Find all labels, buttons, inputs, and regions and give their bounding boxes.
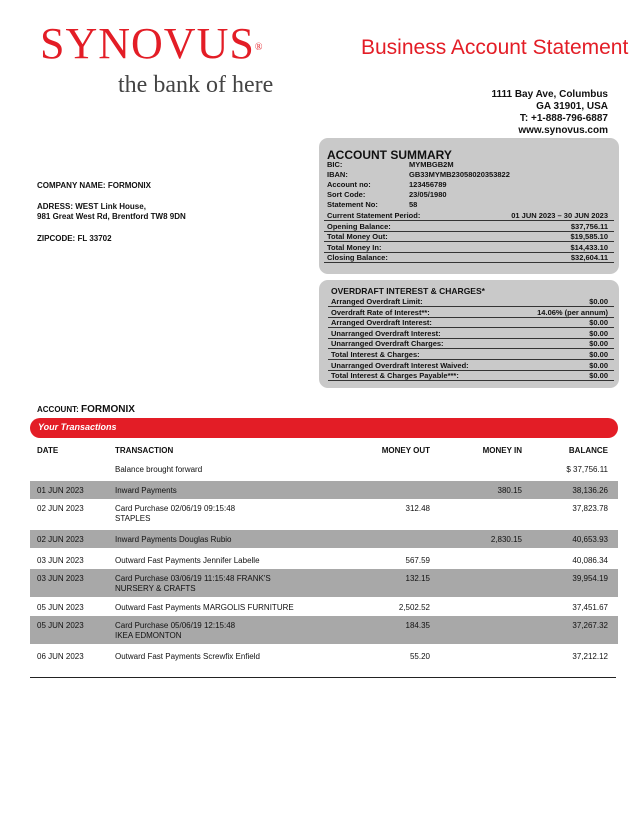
table-row: [30, 499, 618, 529]
row-description-line2: NURSERY & CRAFTS: [115, 584, 196, 593]
bank-logo: SYNOVUS®: [40, 19, 264, 68]
overdraft-value: $0.00: [589, 350, 608, 359]
bank-website: www.synovus.com: [518, 125, 608, 136]
company-name: COMPANY NAME: FORMONIX: [37, 181, 151, 190]
row-description-line1: Balance brought forward: [115, 465, 203, 474]
summary-total-value: $37,756.11: [570, 221, 608, 231]
row-description-line1: Outward Fast Payments MARGOLIS FURNITURE: [115, 603, 294, 612]
summary-detail-value: 123456789: [409, 180, 447, 189]
account-summary-title: ACCOUNT SUMMARY: [327, 148, 452, 162]
summary-total-value: $14,433.10: [570, 242, 608, 252]
table-row: [30, 481, 618, 499]
row-description: [115, 556, 375, 566]
row-balance: 39,954.19: [572, 574, 608, 583]
summary-detail-label: Statement No:: [327, 200, 378, 209]
row-description-line1: Inward Payments Douglas Rubio: [115, 535, 232, 544]
row-balance: 37,451.67: [572, 603, 608, 612]
header-money-out: MONEY OUT: [381, 446, 430, 455]
row-description: [115, 504, 375, 524]
summary-total-value: $19,585.10: [570, 232, 608, 242]
bank-tagline: the bank of here: [118, 72, 274, 98]
row-money-out: 567.59: [405, 556, 430, 565]
row-money-out: 55.20: [409, 652, 430, 661]
summary-total-label: Total Money In:: [327, 242, 382, 252]
row-balance: 40,653.93: [572, 535, 608, 544]
row-date: 03 JUN 2023: [37, 556, 84, 565]
row-description-line1: Card Purchase 05/06/19 12:15:48: [115, 621, 236, 630]
table-row: [30, 551, 618, 569]
row-description-line1: Card Purchase 03/06/19 11:15:48 FRANK'S: [115, 574, 271, 583]
company-address: ADRESS: WEST Link House, 981 Great West Rd, Brentford TW8 9DN: [37, 202, 186, 221]
overdraft-label: Arranged Overdraft Interest:: [331, 318, 432, 328]
header-money-in: MONEY IN: [482, 446, 522, 455]
row-description: [115, 486, 375, 496]
company-zipcode: ZIPCODE: FL 33702: [37, 234, 112, 243]
overdraft-label: Unarranged Overdraft Interest Waived:: [331, 360, 469, 370]
summary-detail-value: MYMBGB2M: [409, 160, 454, 169]
overdraft-value: $0.00: [589, 318, 608, 328]
summary-detail-label: Sort Code:: [327, 190, 366, 199]
row-balance: 38,136.26: [572, 486, 608, 495]
summary-total-label: Current Statement Period:: [327, 211, 421, 220]
row-balance: $ 37,756.11: [566, 465, 608, 474]
row-date: 06 JUN 2023: [37, 652, 84, 661]
table-row: [30, 569, 618, 597]
row-balance: 37,823.78: [572, 504, 608, 513]
row-description-line1: Outward Fast Payments Screwfix Enfield: [115, 652, 260, 661]
table-row: [30, 530, 618, 548]
row-description: [115, 465, 375, 475]
row-description: [115, 535, 375, 545]
table-bottom-rule: [30, 677, 616, 678]
table-row: [30, 460, 618, 480]
row-description: [115, 652, 375, 662]
row-money-out: 312.48: [405, 504, 430, 513]
summary-detail-value: 23/05/1980: [409, 190, 447, 199]
row-balance: 37,267.32: [572, 621, 608, 630]
row-description-line2: STAPLES: [115, 514, 151, 523]
overdraft-value: $0.00: [589, 339, 608, 349]
overdraft-label: Total Interest & Charges Payable***:: [331, 371, 459, 381]
row-money-out: 2,502.52: [398, 603, 430, 612]
row-money-out: 184.35: [405, 621, 430, 630]
summary-detail-label: BIC:: [327, 160, 343, 169]
row-money-in: 380.15: [497, 486, 522, 495]
row-date: 02 JUN 2023: [37, 535, 84, 544]
summary-detail-value: 58: [409, 200, 418, 209]
row-balance: 40,086.34: [572, 556, 608, 565]
row-money-in: 2,830.15: [490, 535, 522, 544]
overdraft-label: Total Interest & Charges:: [331, 350, 420, 359]
table-row: [30, 616, 618, 644]
bank-phone: T: +1-888-796-6887: [519, 113, 608, 124]
row-description: [115, 603, 375, 613]
summary-total-label: Total Money Out:: [327, 232, 388, 242]
bank-address-line1: 1111 Bay Ave, Columbus: [491, 89, 608, 100]
header-balance: BALANCE: [568, 446, 608, 455]
summary-total-value: $32,604.11: [570, 253, 608, 263]
summary-detail-label: Account no:: [327, 180, 371, 189]
row-description-line2: IKEA EDMONTON: [115, 631, 182, 640]
row-description-line1: Outward Fast Payments Jennifer Labelle: [115, 556, 260, 565]
header-transaction: TRANSACTION: [115, 446, 174, 455]
header-date: DATE: [37, 446, 59, 455]
summary-total-label: Opening Balance:: [327, 221, 391, 231]
table-row: [30, 598, 618, 616]
overdraft-title: OVERDRAFT INTEREST & CHARGES*: [331, 286, 485, 296]
overdraft-value: 14.06% (per annum): [537, 307, 608, 317]
row-date: 02 JUN 2023: [37, 504, 84, 513]
bank-address-line2: GA 31901, USA: [536, 101, 608, 112]
row-date: 05 JUN 2023: [37, 621, 84, 630]
transactions-bar: Your Transactions: [30, 418, 618, 438]
row-description-line1: Card Purchase 02/06/19 09:15:48: [115, 504, 236, 513]
row-date: 01 JUN 2023: [37, 486, 84, 495]
row-description-line1: Inward Payments: [115, 486, 177, 495]
overdraft-value: $0.00: [589, 371, 608, 381]
row-money-out: 132.15: [405, 574, 430, 583]
summary-detail-value: GB33MYMB23058020353822: [409, 170, 510, 179]
overdraft-label: Arranged Overdraft Limit:: [331, 297, 423, 306]
overdraft-label: Unarranged Overdraft Interest:: [331, 328, 441, 338]
row-description: [115, 621, 375, 641]
account-label: ACCOUNT: FORMONIX: [37, 404, 135, 415]
row-date: 05 JUN 2023: [37, 603, 84, 612]
overdraft-label: Unarranged Overdraft Charges:: [331, 339, 444, 349]
overdraft-label: Overdraft Rate of Interest**:: [331, 307, 430, 317]
overdraft-value: $0.00: [589, 328, 608, 338]
table-row: [30, 647, 618, 667]
document-title: Business Account Statement: [361, 36, 629, 59]
summary-detail-label: IBAN:: [327, 170, 348, 179]
overdraft-value: $0.00: [589, 297, 608, 306]
overdraft-value: $0.00: [589, 360, 608, 370]
row-date: 03 JUN 2023: [37, 574, 84, 583]
row-description: [115, 574, 375, 594]
summary-total-label: Closing Balance:: [327, 253, 388, 263]
row-balance: 37,212.12: [572, 652, 608, 661]
summary-total-value: 01 JUN 2023 – 30 JUN 2023: [511, 211, 608, 220]
